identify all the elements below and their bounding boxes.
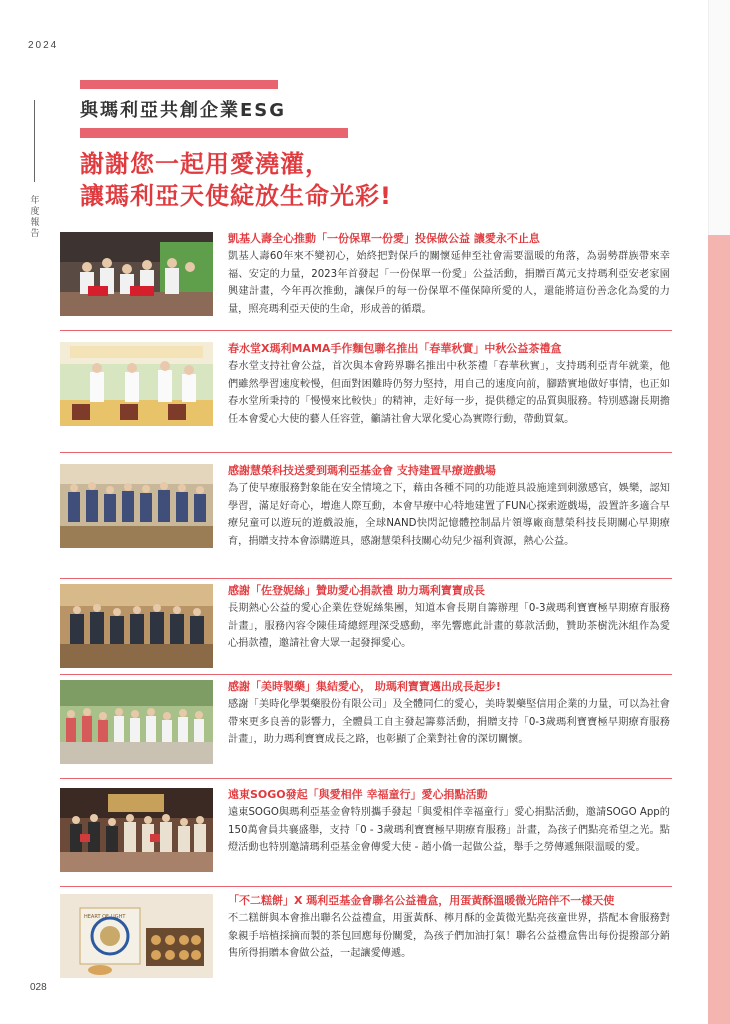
report-year: 2024	[28, 40, 59, 51]
story-item	[60, 464, 672, 568]
story-body: 為了使早療服務對象能在安全情境之下，藉由各種不同的功能遊具設施達到刺激感官，娛樂，認知學習，滿足好奇心，增進人際互動，本會早療中心特地建置了FUN心探索遊戲場，設置許多適合早療兒童可以遊玩的遊戲設施，全球NAND快閃記憶體控制晶片領導廠商慧榮科技長期關心早期療育，捐贈支持本會添購遊具，感謝慧榮科技關心幼兒少福利資源，熱心公益。	[228, 483, 670, 547]
story-item	[60, 680, 672, 768]
story-item	[60, 788, 672, 878]
story-title: 凱基人壽全心推動「一份保單一份愛」投保做公益 讓愛永不止息	[228, 232, 540, 245]
section-divider	[60, 886, 672, 887]
report-label: 年度報告	[30, 196, 40, 239]
title-bar-top	[80, 80, 278, 89]
story-item	[60, 584, 672, 668]
section-divider	[60, 578, 672, 579]
group-photo	[60, 584, 213, 668]
story-body: 遠東SOGO與瑪利亞基金會特別攜手發起「與愛相伴幸福童行」愛心捐點活動，邀請SOGO App的150萬會員共襄盛舉，支持「0 - 3歲瑪利寶寶極早期療育服務」計畫，為孩子們點亮希望之光。點燈活動也特別邀請瑪利亞基金會傳愛大使 - 趙小僑一起做公益，舉手之勞傳遞無限溫暖的愛。	[228, 807, 670, 854]
section-title: 與瑪利亞共創企業ESG	[80, 100, 287, 121]
section-divider	[60, 330, 672, 331]
story-item	[60, 342, 672, 438]
group-photo	[60, 680, 213, 764]
story-item	[60, 894, 672, 982]
story-body: 春水堂支持社會公益，首次與本會跨界聯名推出中秋茶禮「春華秋實」，支持瑪利亞青年就業，他們雖然學習速度較慢，但面對困難時仍努力堅持，用自己的速度向前，腳踏實地做好事情，也正如春水堂所秉持的「慢慢來比較快」的精神，走好每一步，提供穩定的品質與服務。特別感謝長期擔任本會愛心大使的藝人任容萱，籲請社會大眾化愛心為實際行動，帶動買氣。	[228, 361, 670, 425]
sidebar-divider	[34, 100, 35, 182]
page-number: 028	[30, 982, 47, 993]
box-lettering: HEART OF LIGHT	[84, 914, 126, 920]
event-photo	[60, 788, 213, 872]
story-body: 凱基人壽60年來不變初心，始終把對保戶的關懷延伸至社會需要溫暖的角落，為弱勢群族帶來幸福、安定的力量，2023年首發起「一份保單一份愛」公益活動，捐贈百萬元支持瑪利亞安老家園興建計畫，今年再次推動，讓保戶的每一份保單不僅保障所愛的人，還能將這份善念化為愛的力量，照亮瑪利亞天使的生命，形成善的循環。	[228, 251, 670, 315]
title-bar-bottom	[80, 128, 348, 138]
story-title: 感謝「佐登妮絲」贊助愛心捐款禮 助力瑪利寶寶成長	[228, 584, 485, 597]
story-body: 感謝「美時化學製藥股份有限公司」及全體同仁的愛心，美時製藥堅信用企業的力量，可以為社會帶來更多良善的影響力，全體員工自主發起籌募活動，捐贈支持「0-3歲瑪利寶寶極早期療育服務計畫」，助力瑪利寶寶成長之路，也彰顯了企業對社會的深切關懷。	[228, 699, 670, 746]
story-title: 春水堂X瑪利MAMA手作麵包聯名推出「春華秋實」中秋公益茶禮盒	[228, 342, 562, 355]
section-divider	[60, 674, 672, 675]
story-title: 「不二糕餅」X 瑪利亞基金會聯名公益禮盒，用蛋黃酥溫暖微光陪伴不一樣天使	[228, 894, 615, 907]
section-tab	[708, 235, 730, 1024]
gift-box-photo	[60, 894, 213, 978]
page-edge	[708, 0, 730, 235]
headline	[80, 148, 392, 212]
story-title: 感謝「美時製藥」集結愛心， 助瑪利寶寶邁出成長起步!	[228, 680, 501, 693]
story-title: 感謝慧榮科技送愛到瑪利亞基金會 支持建置早療遊戲場	[228, 464, 496, 477]
group-photo	[60, 464, 213, 548]
story-body: 不二糕餅與本會推出聯名公益禮盒，用蛋黃酥、檸月酥的金黃微光點亮孩童世界，搭配本會服務對象親手培植採摘而製的茶包回應每份關愛，為孩子們加油打氣！聯名公益禮盒售出每份提撥部分銷售所得捐贈本會做公益，一起讓愛傳遞。	[228, 913, 670, 960]
story-title: 遠東SOGO發起「與愛相伴 幸福童行」愛心捐點活動	[228, 788, 488, 801]
group-photo	[60, 232, 213, 316]
headline-line-1: 謝謝您一起用愛澆灌，	[80, 150, 330, 178]
headline-line-2: 讓瑪利亞天使綻放生命光彩!	[80, 182, 392, 210]
section-divider	[60, 778, 672, 779]
section-divider	[60, 452, 672, 453]
story-item	[60, 232, 672, 324]
press-event-photo	[60, 342, 213, 426]
story-body: 長期熱心公益的愛心企業佐登妮絲集團，知道本會長期自籌辦理「0-3歲瑪利寶寶極早期療育服務計畫」，服務內容令陳佳琦總經理深受感動，率先響應此計畫的募款活動，贊助茶樹洗沐組作為愛心捐款禮，邀請社會大眾一起發揮愛心。	[228, 603, 670, 650]
